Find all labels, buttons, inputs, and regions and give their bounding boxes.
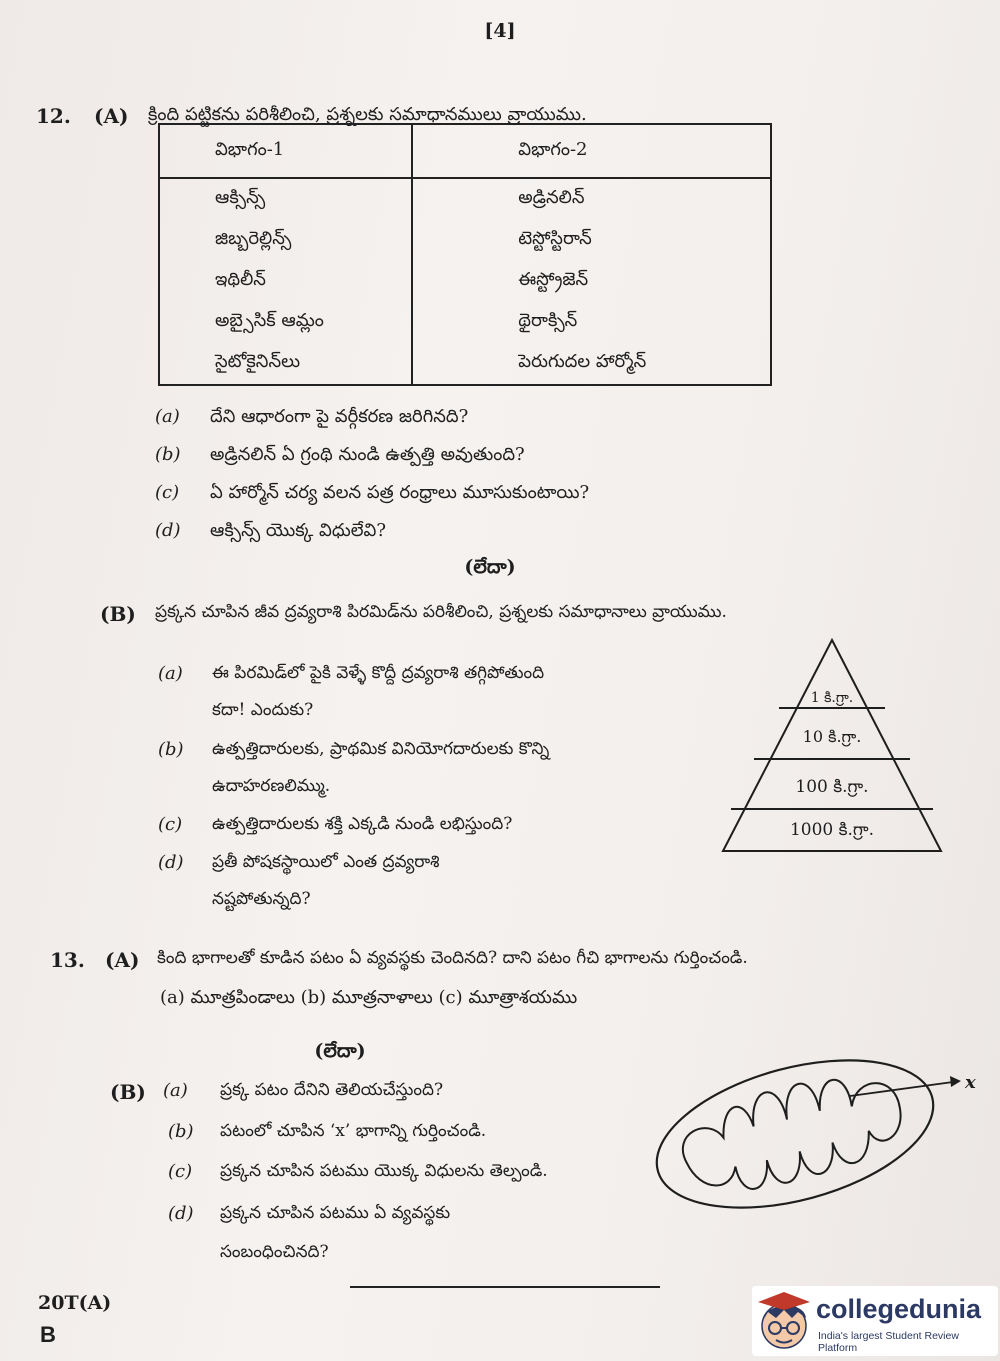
q12b-option-line1: ఉత్పత్తిదారులకు, ప్రాథమిక వినియోగదారులకు కొన్ని — [212, 739, 550, 759]
table-row — [159, 343, 771, 385]
q12b-option-line1: ఈ పిరమిడ్‌లో పైకి వెళ్ళే కొద్దీ ద్రవ్యరాశి తగ్గిపోతుంది — [212, 663, 545, 683]
table-cell: పెరుగుదల హార్మోన్ — [412, 343, 771, 385]
pyramid-level-label: 100 కి.గ్రా. — [795, 777, 869, 797]
page-number: [4] — [484, 20, 516, 42]
diagram-label-x: x — [965, 1072, 976, 1093]
q12a-option-label: (a) — [155, 406, 180, 427]
q12b-option-line2: కదా! ఎందుకు? — [212, 700, 314, 720]
q12a-option-label: (b) — [155, 444, 181, 465]
q13b-option-line2: సంబంధించినది? — [220, 1242, 329, 1262]
pointer-arrowhead — [950, 1076, 961, 1087]
collegedunia-logo[interactable] — [752, 1286, 998, 1356]
end-rule — [350, 1286, 660, 1288]
table-cell: జిబ్బరెల్లిన్స్ — [159, 220, 412, 261]
question-13a-instruction: కింది భాగాలతో కూడిన పటం ఏ వ్యవస్థకు చెందినది? దాని పటం గీచి భాగాలను గుర్తించండి. — [157, 948, 748, 968]
cristae-inner-membrane — [673, 1060, 911, 1207]
q12b-option-label: (a) — [158, 663, 183, 684]
table-cell: అబ్సైసిక్ ఆమ్లం — [159, 302, 412, 343]
question-12a-instruction: క్రింది పట్టికను పరిశీలించి, ప్రశ్నలకు సమాధానములు వ్రాయుము. — [148, 104, 587, 125]
q13b-option-label: (c) — [168, 1161, 193, 1182]
q13b-option-label: (b) — [168, 1121, 194, 1142]
table-cell: టెస్టోస్టిరాన్ — [412, 220, 771, 261]
q13b-option-line1: పటంలో చూపిన ‘x’ భాగాన్ని గుర్తించండి. — [220, 1121, 487, 1141]
or-separator: (లేదా) — [464, 556, 516, 578]
q12a-option-label: (d) — [155, 520, 181, 541]
table-row — [159, 302, 771, 343]
hormone-table — [158, 123, 772, 386]
table-row — [159, 220, 771, 261]
question-12b-instruction: ప్రక్కన చూపిన జీవ ద్రవ్యరాశి పిరమిడ్‌ను పరిశీలించి, ప్రశ్నలకు సమాధానాలు వ్రాయుము. — [155, 602, 727, 622]
pyramid-level-label: 10 కి.గ్రా. — [802, 727, 862, 746]
mascot-icon — [754, 1288, 814, 1354]
table-header-cell: విభాగం-2 — [412, 124, 771, 178]
q12a-option-text: ఆక్సిన్స్ యొక్క విధులేవి? — [210, 520, 386, 541]
q12b-option-label: (d) — [158, 852, 184, 873]
pyramid-level-label: 1000 కి.గ్రా. — [789, 820, 875, 840]
q12b-option-line2: ఉదాహరణలిమ్ము. — [212, 776, 331, 796]
q13b-option-line1: ప్రక్కన చూపిన పటము ఏ వ్యవస్థకు — [220, 1203, 451, 1223]
q13b-option-label: (a) — [163, 1080, 188, 1101]
q12b-option-line2: నష్టపోతున్నది? — [212, 889, 311, 909]
q12b-option-label: (b) — [158, 739, 184, 760]
question-12b-label: (B) — [100, 602, 136, 626]
table-header-row — [159, 124, 771, 178]
question-13a-parts: (a) మూత్రపిండాలు (b) మూత్రనాళాలు (c) మూత్రాశయము — [160, 987, 578, 1008]
paper-series: B — [40, 1322, 56, 1347]
table-cell: ఇథిలీన్ — [159, 261, 412, 302]
or-separator: (లేదా) — [314, 1040, 366, 1062]
q12a-option-label: (c) — [155, 482, 180, 503]
outer-membrane — [645, 1033, 949, 1224]
question-13b-label: (B) — [110, 1080, 146, 1104]
table-cell: ఈస్ట్రోజెన్ — [412, 261, 771, 302]
pyramid-level-label: 1 కి.గ్రా. — [810, 690, 854, 706]
question-12-number: 12. — [36, 104, 71, 128]
question-13-number: 13. — [50, 948, 85, 972]
biomass-pyramid-diagram — [720, 638, 944, 856]
q12b-option-label: (c) — [158, 814, 183, 835]
q13b-option-line1: ప్రక్కన చూపిన పటము యొక్క విధులను తెల్పండి. — [220, 1161, 548, 1181]
q12a-option-text: దేని ఆధారంగా పై వర్గీకరణ జరిగినది? — [210, 406, 469, 427]
q13b-option-label: (d) — [168, 1203, 194, 1224]
pointer-line — [850, 1082, 953, 1096]
q12a-option-text: అడ్రినలిన్ ఏ గ్రంథి నుండి ఉత్పత్తి అవుతుంది? — [210, 444, 525, 465]
q12b-option-line1: ప్రతీ పోషకస్థాయిలో ఎంత ద్రవ్యరాశి — [212, 852, 440, 872]
q12a-option-text: ఏ హార్మోన్ చర్య వలన పత్ర రంధ్రాలు మూసుకుంటాయి? — [210, 482, 590, 503]
paper-code: 20T(A) — [38, 1292, 112, 1314]
logo-tagline: India's largest Student Review Platform — [818, 1330, 959, 1354]
q12b-option-line1: ఉత్పత్తిదారులకు శక్తి ఎక్కడి నుండి లభిస్తుంది? — [212, 814, 513, 834]
question-13a-label: (A) — [105, 948, 140, 972]
logo-brand-text: collegedunia — [816, 1294, 982, 1324]
table-cell: థైరాక్సిన్ — [412, 302, 771, 343]
mitochondrion-diagram — [645, 1024, 985, 1224]
table-header-cell: విభాగం-1 — [159, 124, 412, 178]
table-cell: ఆక్సిన్స్ — [159, 178, 412, 220]
table-row — [159, 261, 771, 302]
mitochondrion-shape — [645, 1033, 949, 1224]
q13b-option-line1: ప్రక్క పటం దేనిని తెలియచేస్తుంది? — [220, 1080, 444, 1100]
table-cell: అడ్రినలిన్ — [412, 178, 771, 220]
table-row — [159, 178, 771, 220]
question-12a-label: (A) — [94, 104, 129, 128]
table-cell: సైటోకైనిన్‌లు — [159, 343, 412, 385]
